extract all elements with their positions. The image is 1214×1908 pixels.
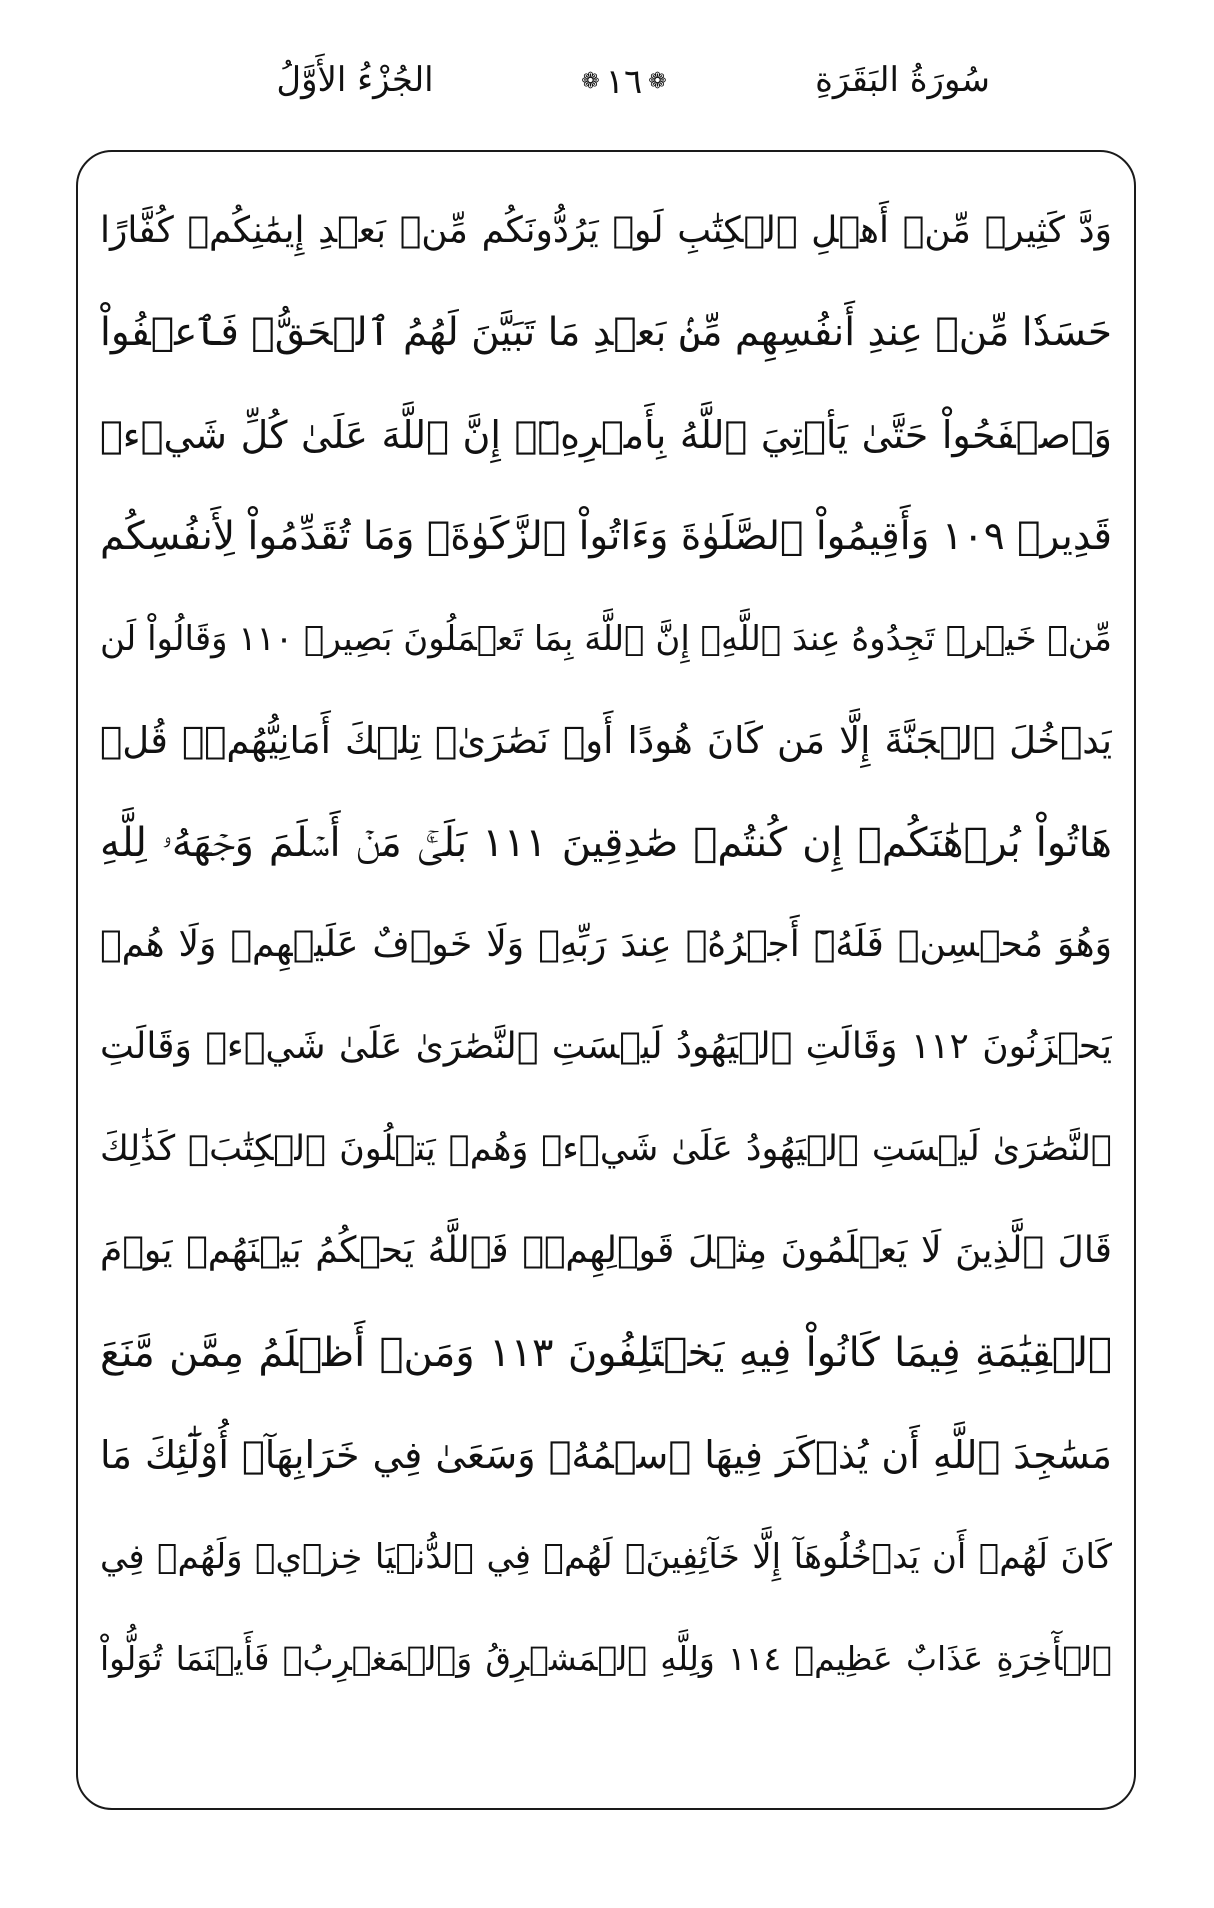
ornament-icon: ❁ bbox=[648, 69, 667, 94]
text-line: هَاتُواْ بُرۡهَٰنَكُمۡ إِن كُنتُمۡ صَٰدِقِينَ ١١١ بَلَىٰۚ مَنۡ أَسۡلَمَ وَجۡهَهُۥ لِلَّهِ bbox=[100, 820, 1112, 866]
text-line: وَدَّ كَثِيرٞ مِّنۡ أَهۡلِ ٱلۡكِتَٰبِ لَوۡ يَرُدُّونَكُم مِّنۢ بَعۡدِ إِيمَٰنِكُمۡ كُفَّارًا bbox=[100, 210, 1112, 251]
text-line: كَانَ لَهُمۡ أَن يَدۡخُلُوهَآ إِلَّا خَآئِفِينَۚ لَهُمۡ فِي ٱلدُّنۡيَا خِزۡيٞ وَلَهُمۡ فِي bbox=[100, 1537, 1112, 1577]
text-line: قَدِيرٞ ١٠٩ وَأَقِيمُواْ ٱلصَّلَوٰةَ وَءَاتُواْ ٱلزَّكَوٰةَۚ وَمَا تُقَدِّمُواْ لِأَنفُسِكُم bbox=[100, 514, 1112, 559]
text-line: يَدۡخُلَ ٱلۡجَنَّةَ إِلَّا مَن كَانَ هُودًا أَوۡ نَصَٰرَىٰۗ تِلۡكَ أَمَانِيُّهُمۡۗ قُلۡ bbox=[100, 719, 1112, 762]
text-line: يَحۡزَنُونَ ١١٢ وَقَالَتِ ٱلۡيَهُودُ لَيۡسَتِ ٱلنَّصَٰرَىٰ عَلَىٰ شَيۡءٖ وَقَالَتِ bbox=[100, 1026, 1112, 1067]
surah-name: سُورَةُ البَقَرَةِ bbox=[815, 60, 990, 100]
text-line: مِّنۡ خَيۡرٖ تَجِدُوهُ عِندَ ٱللَّهِۗ إِنَّ ٱللَّهَ بِمَا تَعۡمَلُونَ بَصِيرٞ ١١٠ وَقَالُواْ لَن bbox=[100, 619, 1112, 659]
ornament-icon: ❁ bbox=[581, 69, 600, 94]
text-line: ٱلنَّصَٰرَىٰ لَيۡسَتِ ٱلۡيَهُودُ عَلَىٰ شَيۡءٖ وَهُمۡ يَتۡلُونَ ٱلۡكِتَٰبَۗ كَذَٰلِكَ bbox=[100, 1129, 1112, 1169]
page-number-badge bbox=[564, 56, 684, 108]
juz-name: الجُزْءُ الأَوَّلُ bbox=[276, 60, 434, 100]
text-line: وَهُوَ مُحۡسِنٞ فَلَهُۥٓ أَجۡرُهُۥ عِندَ رَبِّهِۦ وَلَا خَوۡفٌ عَلَيۡهِمۡ وَلَا هُمۡ bbox=[100, 924, 1112, 965]
text-line: ٱلۡأٓخِرَةِ عَذَابٌ عَظِيمٞ ١١٤ وَلِلَّهِ ٱلۡمَشۡرِقُ وَٱلۡمَغۡرِبُۚ فَأَيۡنَمَا تُوَلُّواْ bbox=[100, 1639, 1112, 1678]
text-line: قَالَ ٱلَّذِينَ لَا يَعۡلَمُونَ مِثۡلَ قَوۡلِهِمۡۚ فَٱللَّهُ يَحۡكُمُ بَيۡنَهُمۡ يَوۡمَ bbox=[100, 1230, 1112, 1271]
text-line: وَٱصۡفَحُواْ حَتَّىٰ يَأۡتِيَ ٱللَّهُ بِأَمۡرِهِۦٓۗ إِنَّ ٱللَّهَ عَلَىٰ كُلِّ شَيۡءٖ bbox=[100, 413, 1112, 457]
page-number: ١٦ bbox=[605, 62, 643, 102]
page-header bbox=[0, 42, 1214, 132]
text-line: ٱلۡقِيَٰمَةِ فِيمَا كَانُواْ فِيهِ يَخۡتَلِفُونَ ١١٣ وَمَنۡ أَظۡلَمُ مِمَّن مَّنَعَ bbox=[100, 1330, 1112, 1376]
quran-text-block bbox=[100, 180, 1112, 1710]
text-line: مَسَٰجِدَ ٱللَّهِ أَن يُذۡكَرَ فِيهَا ٱسۡمُهُۥ وَسَعَىٰ فِي خَرَابِهَآۚ أُوْلَٰٓئِكَ مَا bbox=[100, 1433, 1112, 1477]
text-line: حَسَدٗا مِّنۡ عِندِ أَنفُسِهِم مِّنۢ بَعۡدِ مَا تَبَيَّنَ لَهُمُ ٱلۡحَقُّۖ فَٱعۡفُواْ bbox=[100, 310, 1112, 355]
